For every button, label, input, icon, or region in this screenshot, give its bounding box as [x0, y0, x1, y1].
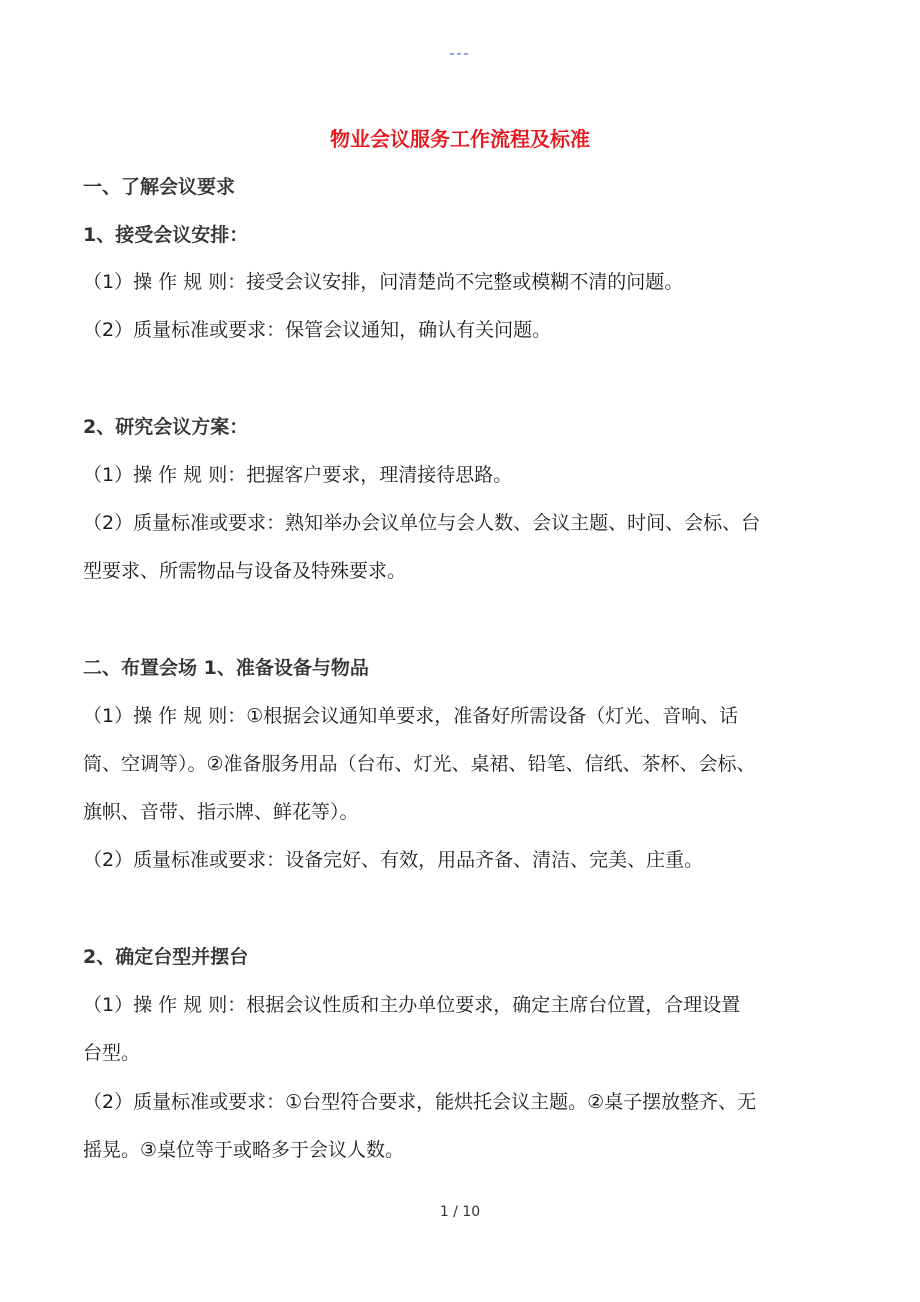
paragraph-line: （1）操 作 规 则：①根据会议通知单要求，准备好所需设备（灯光、音响、话 [83, 705, 739, 727]
paragraph-line: （1）操 作 规 则：把握客户要求，理清接待思路。 [83, 464, 513, 486]
paragraph-line: 旗帜、音带、指示牌、鲜花等）。 [83, 801, 359, 823]
section-heading-1: 一、了解会议要求 [83, 176, 236, 198]
paragraph-line: 筒、空调等）。②准备服务用品（台布、灯光、桌裙、铅笔、信纸、茶杯、会标、 [83, 753, 756, 775]
subheading-1-1: 1、接受会议安排： [83, 224, 249, 246]
subheading-2-2: 2、确定台型并摆台 [83, 946, 249, 968]
paragraph-line: 摇晃。③桌位等于或略多于会议人数。 [83, 1139, 405, 1161]
paragraph-line: 型要求、所需物品与设备及特殊要求。 [83, 560, 407, 582]
page-number: 1 / 10 [439, 1204, 481, 1220]
paragraph-line: （2）质量标准或要求：设备完好、有效，用品齐备、清洁、完美、庄重。 [83, 849, 704, 871]
paragraph-line: （1）操 作 规 则：根据会议性质和主办单位要求，确定主席台位置，合理设置 [83, 994, 741, 1016]
paragraph-line: （2）质量标准或要求：保管会议通知，确认有关问题。 [83, 319, 552, 341]
subheading-1-2: 2、研究会议方案： [83, 416, 249, 438]
document-title: 物业会议服务工作流程及标准 [330, 127, 590, 151]
paragraph-line: （2）质量标准或要求：熟知举办会议单位与会人数、会议主题、时间、会标、台 [83, 512, 761, 534]
paragraph-line: 台型。 [83, 1042, 141, 1064]
paragraph-line: （2）质量标准或要求：①台型符合要求，能烘托会议主题。②桌子摆放整齐、无 [83, 1091, 757, 1113]
paragraph-line: （1）操 作 规 则：接受会议安排，问清楚尚不完整或模糊不清的问题。 [83, 271, 684, 293]
section-heading-2: 二、布置会场 1、准备设备与物品 [83, 657, 369, 679]
header-mark: --- [449, 46, 471, 62]
